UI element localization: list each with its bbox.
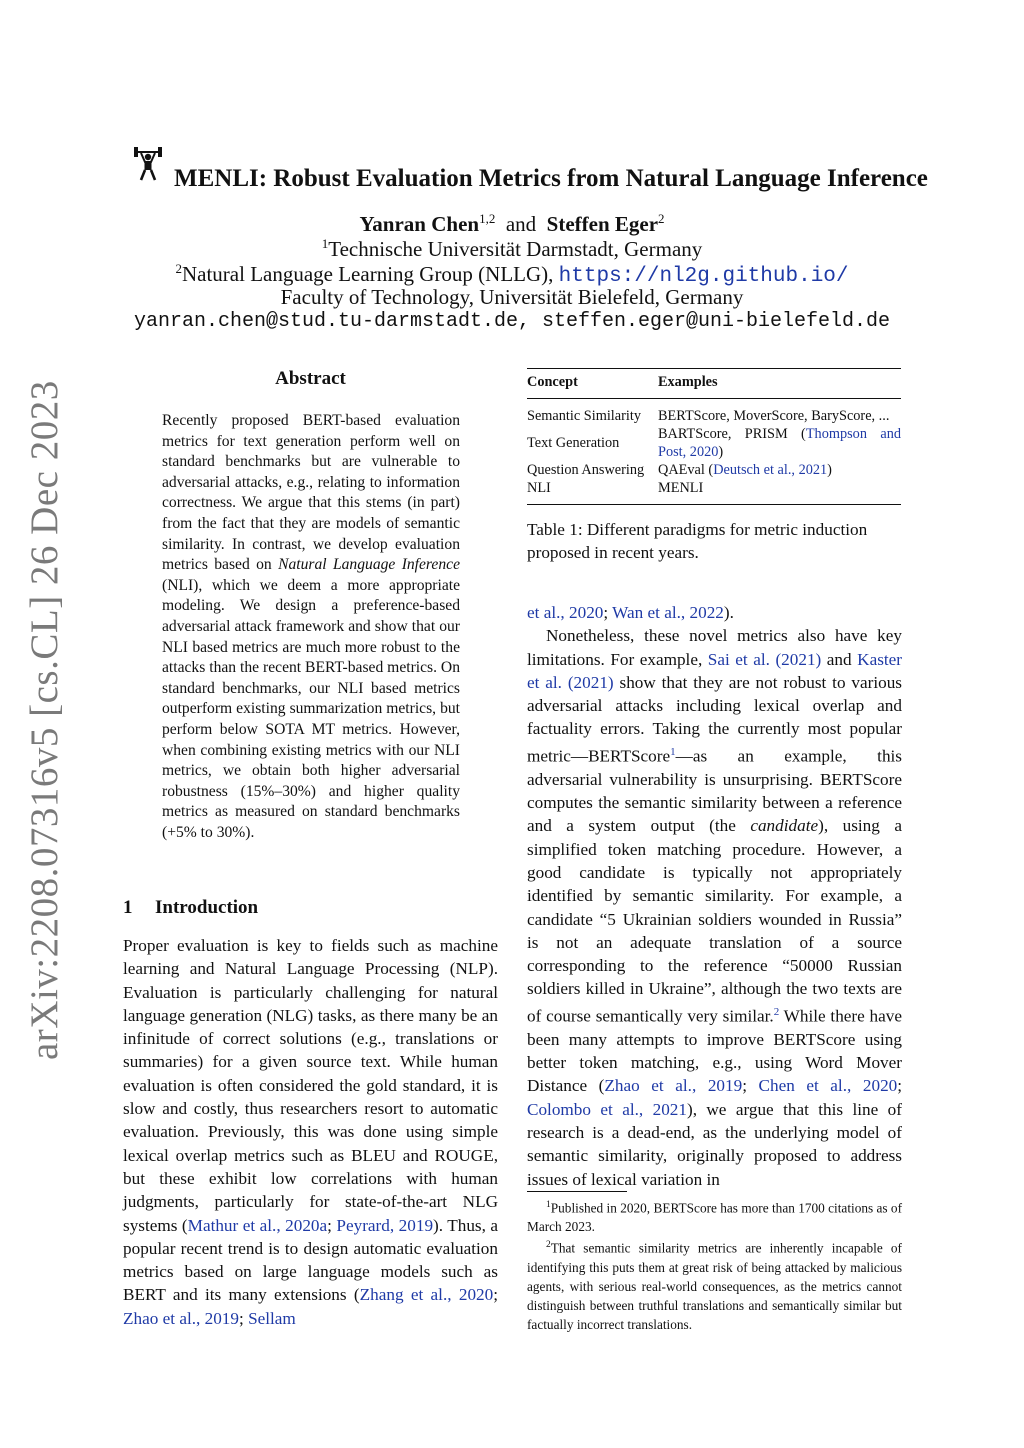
table-cell-examples: MENLI xyxy=(658,480,704,496)
affiliation-1-text: Technische Universität Darmstadt, Germany xyxy=(328,237,703,261)
citation-mathur-year: 2020a xyxy=(285,1215,328,1235)
table-cell-concept: Text Generation xyxy=(527,435,620,451)
citation-colombo[interactable]: Colombo et al., 2021 xyxy=(527,1099,687,1119)
footnote-1 xyxy=(527,1196,902,1236)
limitations-and: and xyxy=(821,649,858,669)
table-cell-concept: NLI xyxy=(527,480,551,496)
citation-zhao-intro-year: 2019 xyxy=(204,1308,239,1328)
limitations-text-b: show that they are not robust to various adversarial attacks including lexical overlap and factuality errors. Taking the currently most popular metric—BERTScore xyxy=(527,672,903,766)
weightlifter-icon xyxy=(133,145,163,183)
abstract-text-1: Recently proposed BERT-based evaluation metrics for text generation perform well on standard benchmarks but are vulnerable to adversarial attacks, e.g., relating to information correctness. We argue that this stems (in part) from the fact that they are models of semantic similarity. In contrast, we develop evaluation metrics based on xyxy=(162,412,460,574)
table-row xyxy=(527,479,901,505)
authors-and: and xyxy=(505,212,537,236)
candidate-term: candidate xyxy=(750,816,819,836)
limitations-text-e: While there have been many attempts to improve BERTScore using better token matching, e.g., using Word Mover Distance ( xyxy=(527,1006,902,1096)
citation-chen[interactable]: Chen et al., 2020 xyxy=(758,1076,898,1096)
table-row xyxy=(527,425,901,461)
citation-wan[interactable]: Wan et al., 2022 xyxy=(612,603,724,622)
citation-kaster-year: (2021) xyxy=(567,672,614,692)
table-header-concept: Concept xyxy=(527,374,578,390)
affiliation-1 xyxy=(0,236,1024,262)
citation-mathur[interactable]: Mathur et al., 2020a xyxy=(187,1215,328,1235)
affiliation-2 xyxy=(0,261,1024,288)
arxiv-stamp: arXiv:2208.07316v5 [cs.CL] 26 Dec 2023 xyxy=(23,380,66,1060)
footnote-2-mark: 2 xyxy=(546,1240,551,1251)
citation-colombo-authors: Colombo et al. xyxy=(527,1099,639,1119)
citation-sellam-cont-year: 2020 xyxy=(569,603,604,622)
section-heading-introduction xyxy=(123,897,498,919)
introduction-body: Proper evaluation is key to fields such as machine learning and Natural Language Processing (NLP). Evaluation is particularly challenging for natural language generation (NLG) tasks, as there many be an infinitude of correct solutions (e.g., translations or summaries) for a given source text. While human evaluation is often considered the gold standard, it is slow and costly, thus researchers resort to automatic evaluation. Previously, this was done using simple lexical overlap metrics such as BLEU and ROUGE, but these exhibit low correlations with human judgments, particularly for state-of-the-art NLG systems (Mathur et al., 2020a; Peyrard, 2019). Thus, a popular recent trend is to design automatic evaluation metrics based on large language models such as BERT and its many extensions (Zhang et al., 2020; Zhao et al., 2019; Sellam xyxy=(123,936,499,1328)
table-header-row xyxy=(527,369,901,399)
nllg-url-link[interactable]: https://nl2g.github.io/ xyxy=(558,265,849,288)
table-row xyxy=(527,399,901,426)
table-cell-concept: Semantic Similarity xyxy=(527,408,641,424)
citation-sai-year: (2021) xyxy=(775,649,822,669)
table-caption: Table 1: Different paradigms for metric induction proposed in recent years. xyxy=(527,520,868,563)
limitations-text-d: ), using a simplified token matching procedure. However, a good candidate is typically not appropriately identified by semantic similarity. For example, a candidate “5 Ukrainian soldiers wounded in Russia” is not an adequate translation of a source corresponding to the reference “50000 Russian soldiers killed in Ukraine”, although the two texts are of course semantically very similar. xyxy=(527,816,902,1026)
citation-zhao[interactable]: Zhao et al., 2019 xyxy=(604,1076,743,1096)
citation-deutsch[interactable]: Deutsch et al., 2021 xyxy=(713,462,828,478)
citation-chen-year: 2020 xyxy=(862,1076,898,1096)
citation-zhang-authors: Zhang et al. xyxy=(359,1285,448,1305)
continued-citation-end: ). xyxy=(723,603,734,622)
footnote-ref-2[interactable]: 2 xyxy=(773,1005,780,1018)
section-title: Introduction xyxy=(155,897,259,918)
authors-line xyxy=(0,211,1024,237)
citation-zhang-year: 2020 xyxy=(458,1285,494,1305)
author-emails: yanran.chen@stud.tu-darmstadt.de, steffen.eger@uni-bielefeld.de xyxy=(133,310,891,333)
paragraph-limitations: Nonetheless, these novel metrics also have key limitations. For example, Sai et al. (2021) and Kaster et al. (2021) show that they are not robust to various adversarial attacks including lexical overlap and factuality errors. Taking the currently most popular metric—BERTScore$^1$—as an example, this adversarial vulnerability is unsurprising. BERTScore computes the semantic similarity between a reference and a system output (the candidate), using a simplified token matching procedure. However, a good candidate is typically not appropriately identified by semantic similarity. For example, a candidate “5 Ukrainian soldiers wounded in Russia” is not an adequate translation of a source corresponding to the reference “50000 Russian soldiers killed in Ukraine”, although the two texts are of course semantically very similar.$^2$ While there have been many attempts to improve BERTScore using better token matching, e.g., using Word Mover Distance (Zhao et al., 2019; Chen et al., 2020; Colombo et al., 2021), we argue that this line of research is a dead-end, as the underlying model of semantic similarity, originally proposed to address issues of lexical variation in xyxy=(527,626,903,1189)
citation-zhao-authors: Zhao et al. xyxy=(604,1076,692,1096)
intro-text-1: Proper evaluation is key to fields such as machine learning and Natural Language Processing (NLP). Evaluation is particularly challenging for natural language generation (NLG) tasks, as there many be an infinitude of correct solutions (e.g., translations or summaries) for a given source text. While human evaluation is often considered the gold standard, it is slow and costly, thus researchers resort to automatic evaluation. Previously, this was done using simple lexical overlap metrics such as BLEU and ROUGE, but these exhibit low correlations with human judgments, particularly for state-of-the-art NLG systems ( xyxy=(123,936,498,1235)
citation-chen-authors: Chen et al. xyxy=(758,1076,848,1096)
section-number: 1 xyxy=(123,897,133,918)
affiliation-2-text: Natural Language Learning Group (NLLG), xyxy=(181,262,559,286)
citation-sellam-cont[interactable]: et al., 2020 xyxy=(527,603,604,622)
citation-thompson-post-authors: Thompson and Post xyxy=(658,426,901,460)
footnote-2-text: That semantic similarity metrics are inherently incapable of identifying this puts them at great risk of being attacked by malicious agents, with serious real-world consequences, as the metrics cannot distinguish between truthful translations and semantically similar but factually incorrect translations. xyxy=(527,1240,902,1332)
footnote-1-mark: 1 xyxy=(546,1200,551,1210)
limitations-text-a: Nonetheless, these novel metrics also have key limitations. For example, xyxy=(527,626,902,669)
footnote-1-text: Published in 2020, BERTScore has more than 1700 citations as of March 2023. xyxy=(527,1200,902,1235)
table-cell-examples xyxy=(658,461,901,479)
citation-peyrard-year: 2019 xyxy=(398,1215,434,1235)
citation-peyrard-authors: Peyrard xyxy=(336,1215,390,1235)
right-column-body xyxy=(527,601,902,1191)
affiliation-3: Faculty of Technology, Universität Bielefeld, Germany xyxy=(280,285,744,309)
citation-sellam[interactable]: Sellam xyxy=(248,1308,296,1328)
table-cell-examples xyxy=(658,425,901,461)
table-examples-text: BARTScore, PRISM ( xyxy=(658,426,806,442)
citation-zhao-intro-authors: Zhao et al. xyxy=(123,1308,197,1328)
citation-zhao-intro[interactable]: Zhao et al., 2019 xyxy=(123,1308,239,1328)
citation-zhang[interactable]: Zhang et al., 2020 xyxy=(359,1285,494,1305)
table-examples-close: ) xyxy=(827,462,832,478)
citation-thompson-post[interactable]: Thompson and Post, 2020 xyxy=(658,426,901,460)
footnote-ref-1[interactable]: 1 xyxy=(670,745,676,758)
table-header-examples: Examples xyxy=(658,374,718,390)
citation-sai[interactable] xyxy=(708,650,821,669)
table-examples-text: QAEval ( xyxy=(658,462,714,478)
citation-thompson-post-year: 2020 xyxy=(689,444,719,460)
table-cell-examples: BERTScore, MoverScore, BaryScore, ... xyxy=(658,408,890,424)
abstract-text-2: (NLI), which we deem a more appropriate modeling. We design a preference-based adversarial attack framework and show that our NLI based metrics are much more robust to the attacks than the recent BERT-based metrics. On standard benchmarks, our NLI based metrics outperform existing summarization metrics, but perform below SOTA MT metrics. However, when combining existing metrics with our NLI metrics, we obtain both higher adversarial robustness (15%–30%) and higher quality metrics as measured on standard benchmarks (+5% to 30%). xyxy=(162,576,460,841)
citation-colombo-year: 2021 xyxy=(652,1099,687,1119)
footnote-2 xyxy=(527,1236,902,1333)
continued-citation-line: et al., 2020; Wan et al., 2022). xyxy=(527,603,734,622)
footnotes xyxy=(527,1196,902,1334)
citation-deutsch-year: 2021 xyxy=(798,462,828,478)
abstract-body xyxy=(162,411,460,843)
table-cell-concept: Question Answering xyxy=(527,462,645,478)
citation-kaster-authors: Kaster et al. xyxy=(527,649,903,692)
limitations-text-c: —as an example, this adversarial vulnerability is unsurprising. BERTScore computes the semantic similarity between a reference and a system output (the xyxy=(527,746,902,836)
citation-zhao-year: 2019 xyxy=(707,1076,743,1096)
table-row xyxy=(527,461,901,479)
affiliation-2-mark: 2 xyxy=(175,261,182,276)
citation-peyrard[interactable]: Peyrard, 2019 xyxy=(336,1215,434,1235)
author-1: Yanran Chen xyxy=(359,212,480,236)
citation-mathur-authors: Mathur et al. xyxy=(187,1215,277,1235)
intro-text-2: ). Thus, a popular recent trend is to design automatic evaluation metrics based on large language models such as BERT and its many extensions ( xyxy=(123,1215,499,1305)
author-2-affiliation-mark: 2 xyxy=(658,211,665,226)
affiliation-1-mark: 1 xyxy=(321,236,329,251)
citation-wan-authors: Wan et al. xyxy=(612,603,681,622)
table-examples-close: ) xyxy=(718,444,724,460)
limitations-text-f: ), we argue that this line of research is a dead-end, as the underlying model of semantic similarity, originally proposed to address issues of lexical variation in xyxy=(527,1099,902,1189)
citation-wan-year: 2022 xyxy=(689,603,724,622)
citation-deutsch-authors: Deutsch et al. xyxy=(713,462,792,478)
abstract-heading: Abstract xyxy=(275,368,346,389)
citation-sellam-cont-authors: et al. xyxy=(527,603,561,622)
citation-sai-authors: Sai et al. xyxy=(707,649,770,669)
concept-table xyxy=(527,368,901,505)
abstract-nli-term: Natural Language Inference xyxy=(278,556,460,574)
paper-title: MENLI: Robust Evaluation Metrics from Natural Language Inference xyxy=(174,165,928,192)
footnote-divider xyxy=(527,1191,627,1192)
author-2: Steffen Eger xyxy=(546,212,659,236)
author-1-affiliation-mark: 1,2 xyxy=(479,211,496,226)
